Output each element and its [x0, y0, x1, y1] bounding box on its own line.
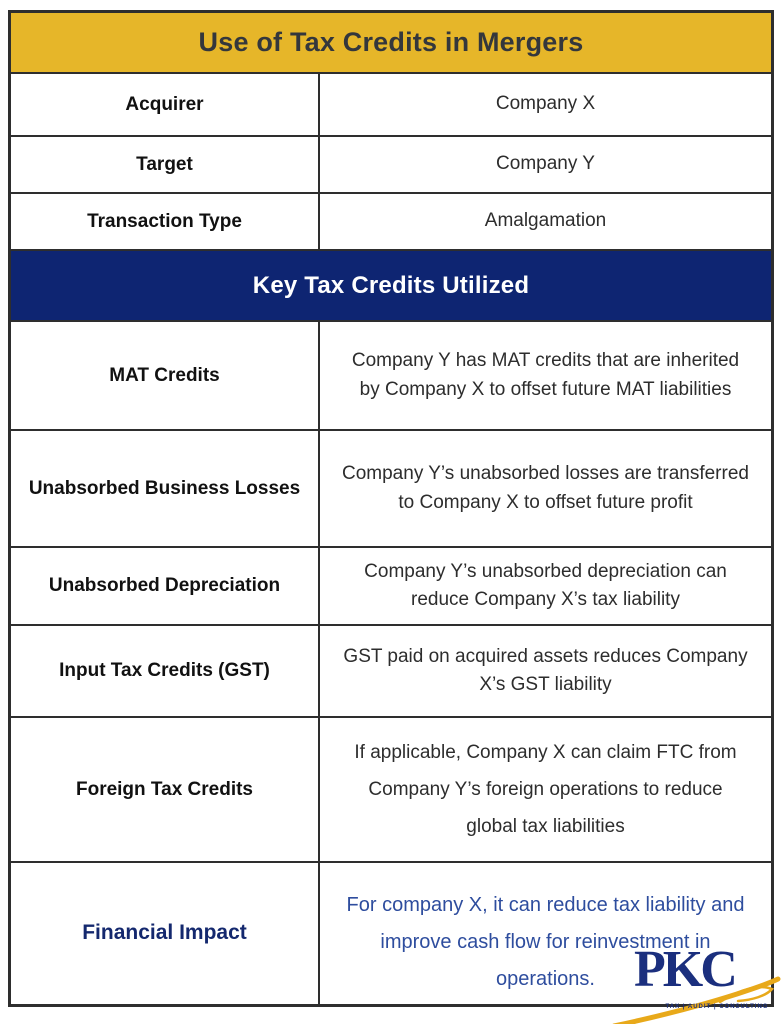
unabsorbed-business-losses-label: Unabsorbed Business Losses — [11, 431, 320, 546]
foreign-tax-credits-label: Foreign Tax Credits — [11, 718, 320, 861]
tax-credits-table — [8, 10, 774, 1007]
target-label: Target — [11, 137, 320, 192]
section-banner — [11, 251, 771, 320]
table-row-financial-impact — [11, 863, 771, 1004]
foreign-tax-credits-description: If applicable, Company X can claim FTC from Company Y’s foreign operations to reduce global tax liabilities — [354, 741, 737, 838]
mat-credits-label: MAT Credits — [11, 322, 320, 429]
input-tax-credits-gst-label: Input Tax Credits (GST) — [11, 626, 320, 716]
table-title — [11, 13, 771, 72]
acquirer-value: Company X — [495, 93, 596, 115]
unabsorbed-depreciation-label: Unabsorbed Depreciation — [11, 548, 320, 624]
unabsorbed-depreciation-description: Company Y’s unabsorbed depreciation can reduce Company X’s tax liability — [364, 560, 727, 610]
section-banner-row — [11, 251, 771, 322]
acquirer-label: Acquirer — [11, 74, 320, 135]
table-row-acquirer — [11, 74, 771, 137]
table-title-row — [11, 13, 771, 74]
table-row-mat-credits — [11, 322, 771, 431]
unabsorbed-business-losses-description: Company Y’s unabsorbed losses are transferred to Company X to offset future profit — [342, 463, 749, 513]
table-row-foreign-tax-credits — [11, 718, 771, 863]
table-title-text: Use of Tax Credits in Mergers — [198, 27, 584, 57]
table-row-target — [11, 137, 771, 194]
financial-impact-label: Financial Impact — [11, 863, 320, 1004]
pkc-logo-wordmark: PKC — [634, 941, 735, 998]
financial-impact-description: For company X, it can reduce tax liability and improve cash flow for reinvestment in operations. — [346, 894, 745, 990]
pkc-logo-tagline: TAX | AUDIT | CONSULTING — [665, 1004, 769, 1010]
table-row-input-tax-credits-gst — [11, 626, 771, 718]
section-banner-text: Key Tax Credits Utilized — [252, 271, 530, 299]
target-value: Company Y — [496, 153, 595, 175]
input-tax-credits-gst-description: GST paid on acquired assets reduces Company X’s GST liability — [343, 645, 748, 695]
transaction-type-value: Amalgamation — [484, 210, 607, 232]
mat-credits-description: Company Y has MAT credits that are inherited by Company X to offset future MAT liabilities — [351, 350, 740, 400]
table-row-unabsorbed-depreciation — [11, 548, 771, 626]
transaction-type-label: Transaction Type — [11, 194, 320, 249]
table-row-transaction-type — [11, 194, 771, 251]
table-row-unabsorbed-business-losses — [11, 431, 771, 548]
